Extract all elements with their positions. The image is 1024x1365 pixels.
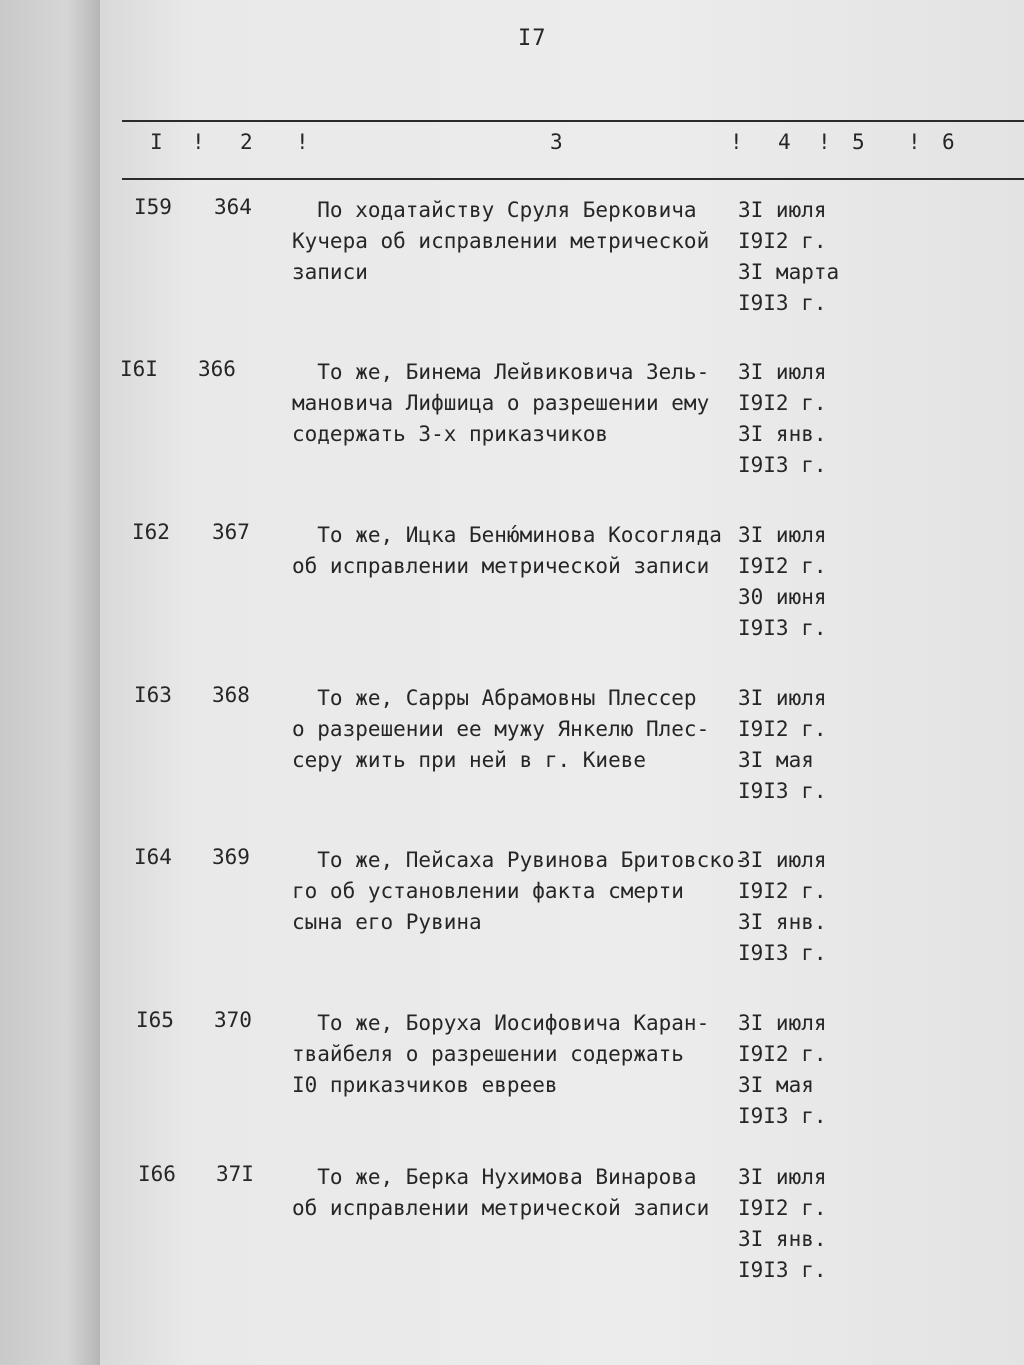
document-number: 37I [216,1162,254,1186]
document-number: 364 [214,195,252,219]
case-description: То же, Берка Нухимова Винарова об исправлении метрической записи [292,1165,710,1220]
document-number: 370 [214,1008,252,1032]
header-col-2: 2 [240,130,253,154]
header-col-4: 4 [778,130,791,154]
document-page [100,0,1024,1365]
header-col-3: 3 [550,130,563,154]
header-separator: ! [296,130,309,154]
row-number: I64 [134,845,172,869]
row-number: I59 [134,195,172,219]
header-col-6: 6 [942,130,955,154]
case-description: То же, Пейсаха Рувинова Бритовско- го об установлении факта смерти сына его Рувина [292,848,748,934]
table-header-rule [122,178,1024,180]
row-number: I6I [120,357,158,381]
case-dates: 3I июля I9I2 г. 30 июня I9I3 г. [738,523,827,640]
document-number: 369 [212,845,250,869]
case-description: То же, Ицка Беню́минова Косогляда об исправлении метрической записи [292,523,722,578]
row-number: I66 [138,1162,176,1186]
document-number: 368 [212,683,250,707]
case-description: По ходатайству Сруля Берковича Кучера об исправлении метрической записи [292,198,710,284]
document-number: 367 [212,520,250,544]
case-dates: 3I июля I9I2 г. 3I янв. I9I3 г. [738,848,827,965]
header-separator: ! [730,130,743,154]
row-number: I62 [132,520,170,544]
case-dates: 3I июля I9I2 г. 3I марта I9I3 г. [738,198,840,315]
document-number: 366 [198,357,236,381]
header-col-5: 5 [852,130,865,154]
case-description: То же, Боруха Иосифовича Каран- твайбеля о разрешении содержать I0 приказчиков евреев [292,1011,710,1097]
header-separator: ! [908,130,921,154]
page-number: I7 [518,26,547,51]
table-top-rule [122,120,1024,122]
row-number: I65 [136,1008,174,1032]
header-separator: ! [818,130,831,154]
case-dates: 3I июля I9I2 г. 3I мая I9I3 г. [738,686,827,803]
case-description: То же, Сарры Абрамовны Плессер о разрешении ее мужу Янкелю Плес- серу жить при ней в г. Киеве [292,686,710,772]
header-separator: ! [192,130,205,154]
table-header [100,130,1024,170]
case-dates: 3I июля I9I2 г. 3I янв. I9I3 г. [738,360,827,477]
case-dates: 3I июля I9I2 г. 3I янв. I9I3 г. [738,1165,827,1282]
row-number: I63 [134,683,172,707]
case-description: То же, Бинема Лейвиковича Зель- мановича Лифшица о разрешении ему содержать 3-х приказчиков [292,360,710,446]
previous-page-edge [0,0,110,1365]
header-col-1: I [150,130,163,154]
case-dates: 3I июля I9I2 г. 3I мая I9I3 г. [738,1011,827,1128]
